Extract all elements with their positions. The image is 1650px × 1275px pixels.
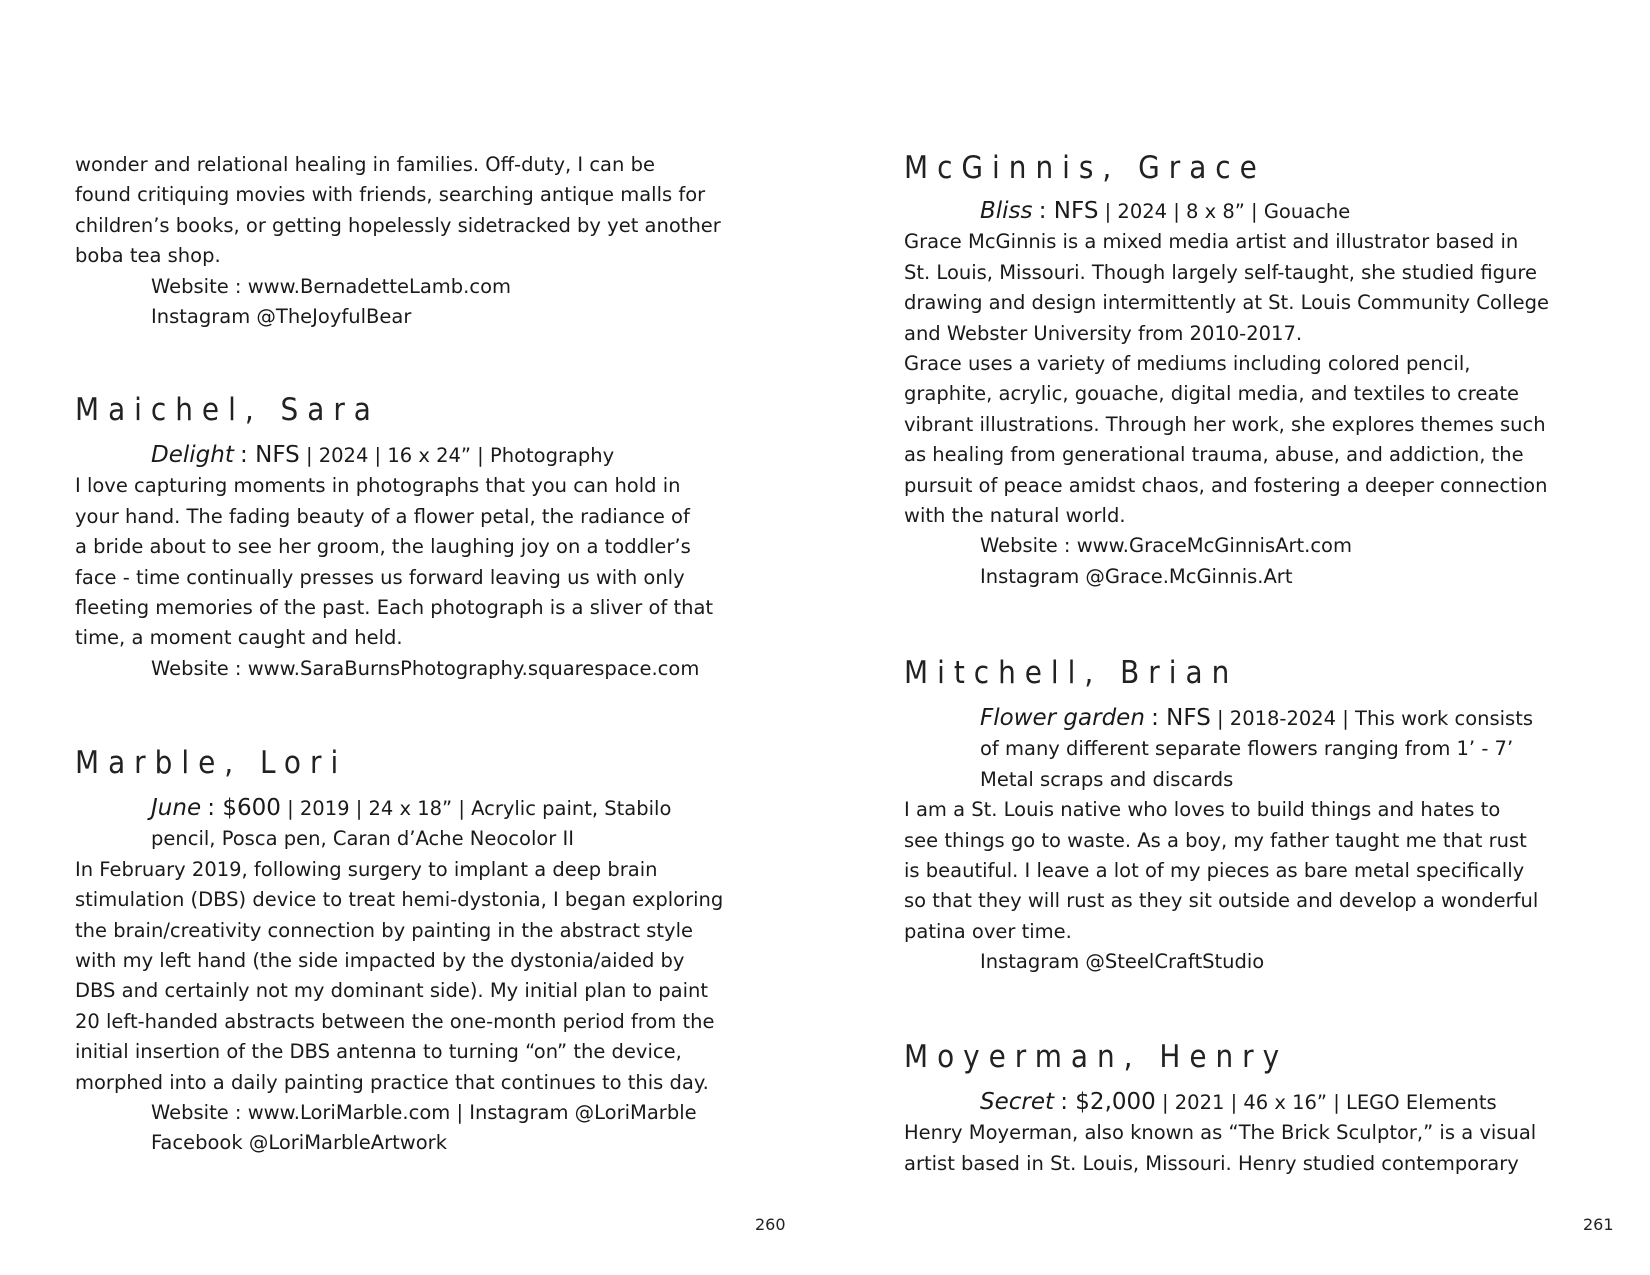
- bio-line: time, a moment caught and held.: [75, 626, 403, 650]
- bio-line: Henry Moyerman, also known as “The Brick Sculptor,” is a visual: [904, 1121, 1537, 1145]
- artwork-price: NFS: [255, 442, 300, 468]
- bio-line: In February 2019, following surgery to implant a deep brain: [75, 857, 658, 881]
- artwork-details-cont: Metal scraps and discards: [980, 767, 1234, 791]
- bio-line: with the natural world.: [904, 504, 1126, 528]
- artist-entry-moyerman: [904, 1039, 1624, 1179]
- website-instagram-links[interactable]: Website : www.LoriMarble.com | Instagram @LoriMarble: [151, 1101, 697, 1125]
- website-link[interactable]: Website : www.BernadetteLamb.com: [151, 274, 512, 298]
- bio-line: Grace uses a variety of mediums including colored pencil,: [904, 352, 1471, 376]
- artwork-price: $600: [222, 795, 281, 821]
- bio-line: pursuit of peace amidst chaos, and fostering a deeper connection: [904, 473, 1548, 497]
- bio-line: St. Louis, Missouri. Though largely self-taught, she studied figure: [904, 260, 1537, 284]
- artist-name: Maichel, Sara: [75, 392, 380, 428]
- bio-line: vibrant illustrations. Through her work, she explores themes such: [904, 412, 1546, 436]
- artwork-details: | 2024 | 8 x 8” | Gouache: [1104, 200, 1351, 223]
- bio-line: I love capturing moments in photographs that you can hold in: [75, 474, 681, 498]
- bio-line: and Webster University from 2010-2017.: [904, 321, 1303, 345]
- website-link[interactable]: Website : www.SaraBurnsPhotography.squarespace.com: [151, 656, 700, 680]
- bio-line: Grace McGinnis is a mixed media artist and illustrator based in: [904, 230, 1519, 254]
- artwork-title: Secret: [980, 1089, 1055, 1115]
- artwork-title: June: [151, 795, 202, 821]
- instagram-link[interactable]: Instagram @Grace.McGinnis.Art: [980, 564, 1293, 588]
- artwork-line: Flower garden : NFS | 2018-2024 | This work consists: [980, 705, 1534, 731]
- website-link[interactable]: Website : www.GraceMcGinnisArt.com: [980, 534, 1352, 558]
- artwork-title: Bliss: [980, 198, 1033, 224]
- bio-line: see things go to waste. As a boy, my father taught me that rust: [904, 828, 1527, 852]
- bio-line: graphite, acrylic, gouache, digital media, and textiles to create: [904, 382, 1519, 406]
- bio-line: artist based in St. Louis, Missouri. Henry studied contemporary: [904, 1151, 1519, 1175]
- artwork-details: | 2019 | 24 x 18” | Acrylic paint, Stabilo: [287, 797, 672, 820]
- bio-line: morphed into a daily painting practice that continues to this day.: [75, 1070, 709, 1094]
- artwork-line: Delight : NFS | 2024 | 16 x 24” | Photography: [151, 442, 615, 468]
- bio-line: boba tea shop.: [75, 244, 221, 268]
- bio-line: fleeting memories of the past. Each photograph is a sliver of that: [75, 596, 714, 620]
- bio-line: a bride about to see her groom, the laughing joy on a toddler’s: [75, 535, 691, 559]
- artwork-details-cont: of many different separate flowers ranging from 1’ - 7’: [980, 737, 1514, 761]
- artist-entry-mitchell: [904, 655, 1624, 978]
- bio-line: I am a St. Louis native who loves to build things and hates to: [904, 798, 1501, 822]
- bio-line: so that they will rust as they sit outside and develop a wonderful: [904, 889, 1539, 913]
- instagram-link[interactable]: Instagram @SteelCraftStudio: [980, 950, 1265, 974]
- artwork-details-cont: pencil, Posca pen, Caran d’Ache Neocolor II: [151, 827, 575, 851]
- facebook-link[interactable]: Facebook @LoriMarbleArtwork: [151, 1131, 447, 1155]
- artwork-price: $2,000: [1075, 1089, 1156, 1115]
- artist-entry-mcginnis: [904, 150, 1624, 592]
- instagram-link[interactable]: Instagram @TheJoyfulBear: [151, 305, 412, 329]
- page-number: 260: [755, 1215, 786, 1234]
- bio-line: your hand. The fading beauty of a flower petal, the radiance of: [75, 504, 690, 528]
- artwork-line: June : $600 | 2019 | 24 x 18” | Acrylic paint, Stabilo: [151, 795, 672, 821]
- artwork-details: | 2021 | 46 x 16” | LEGO Elements: [1161, 1091, 1497, 1114]
- right-page: [825, 0, 1650, 1275]
- bio-line: is beautiful. I leave a lot of my pieces as bare metal specifically: [904, 859, 1525, 883]
- artwork-line: Secret : $2,000 | 2021 | 46 x 16” | LEGO Elements: [980, 1089, 1497, 1115]
- artwork-price: NFS: [1053, 198, 1099, 224]
- artist-name: McGinnis, Grace: [904, 150, 1266, 186]
- bio-line: with my left hand (the side impacted by the dystonia/aided by: [75, 949, 685, 973]
- artist-name: Moyerman, Henry: [904, 1039, 1289, 1075]
- bio-line: stimulation (DBS) device to treat hemi-dystonia, I began exploring: [75, 888, 724, 912]
- bio-line: drawing and design intermittently at St. Louis Community College: [904, 291, 1549, 315]
- intro-continuation: [75, 150, 775, 332]
- bio-line: children’s books, or getting hopelessly sidetracked by yet another: [75, 213, 721, 237]
- artwork-details: | 2018-2024 | This work consists: [1217, 707, 1534, 730]
- bio-line: patina over time.: [904, 919, 1072, 943]
- artwork-details: | 2024 | 16 x 24” | Photography: [305, 444, 615, 467]
- bio-line: initial insertion of the DBS antenna to turning “on” the device,: [75, 1040, 682, 1064]
- bio-line: the brain/creativity connection by painting in the abstract style: [75, 918, 694, 942]
- artwork-title: Flower garden: [980, 705, 1145, 731]
- artwork-title: Delight: [151, 442, 234, 468]
- artwork-price: NFS: [1166, 705, 1211, 731]
- bio-line: as healing from generational trauma, abuse, and addiction, the: [904, 443, 1524, 467]
- artist-name: Marble, Lori: [75, 745, 348, 781]
- bio-line: face - time continually presses us forward leaving us with only: [75, 565, 685, 589]
- artist-entry-marble: [75, 745, 775, 1159]
- artwork-line: Bliss : NFS | 2024 | 8 x 8” | Gouache: [980, 198, 1351, 224]
- artist-entry-maichel: [75, 392, 775, 684]
- artist-name: Mitchell, Brian: [904, 655, 1239, 691]
- bio-line: DBS and certainly not my dominant side). My initial plan to paint: [75, 979, 709, 1003]
- page-number: 261: [1583, 1215, 1614, 1234]
- bio-line: wonder and relational healing in families. Off-duty, I can be: [75, 153, 655, 176]
- bio-line: 20 left-handed abstracts between the one-month period from the: [75, 1009, 715, 1033]
- bio-line: found critiquing movies with friends, searching antique malls for: [75, 183, 706, 207]
